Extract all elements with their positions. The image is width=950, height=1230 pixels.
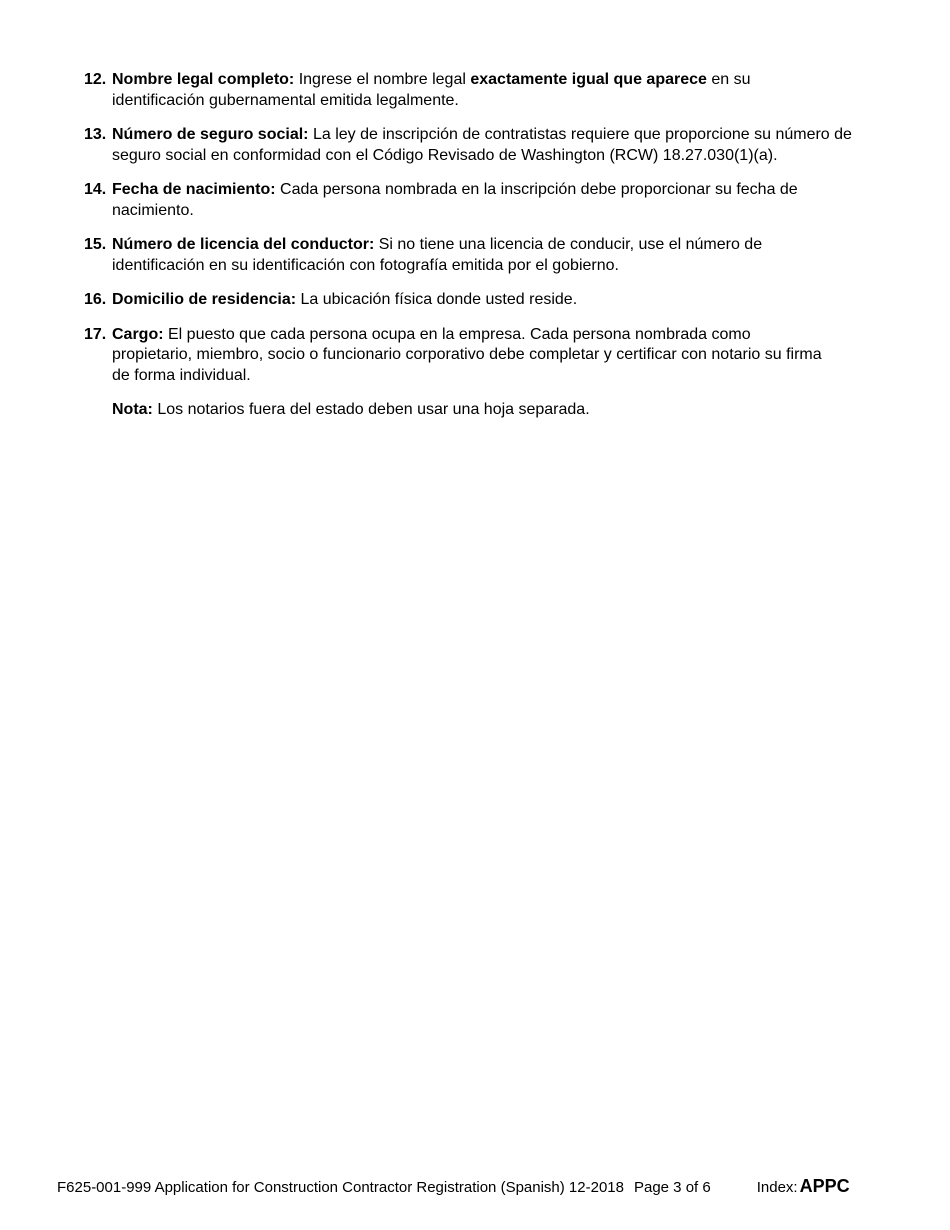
index-label: Index: — [756, 1179, 798, 1196]
list-item-12 — [84, 70, 894, 111]
item-number: 13. — [84, 126, 107, 143]
list-item-15 — [84, 235, 894, 276]
item-text: La ubicación física donde usted reside. — [296, 291, 578, 308]
item-text: Si no tiene una licencia de conducir, use el número de identificación en su identificación con fotografía emitida por el gobierno. — [112, 236, 763, 274]
item-number: 14. — [84, 181, 107, 198]
item-number: 15. — [84, 236, 107, 253]
list-item-14 — [84, 180, 894, 221]
instructions-list — [84, 70, 894, 421]
note-text: Los notarios fuera del estado deben usar una hoja separada. — [152, 401, 590, 418]
item-label: Nombre legal completo: — [112, 71, 295, 88]
list-item-17 — [84, 325, 894, 387]
item-label: Cargo: — [112, 325, 164, 343]
item-number: 16. — [84, 291, 107, 308]
item-number: 12. — [84, 71, 107, 88]
item-label: Domicilio de residencia: — [112, 291, 297, 308]
note — [112, 400, 894, 421]
item-text: Cada persona nombrada en la inscripción debe proporcionar su fecha de nacimiento. — [112, 181, 798, 219]
list-item-13 — [84, 125, 894, 166]
note-label: Nota: — [112, 401, 153, 418]
item-number: 17. — [84, 325, 107, 343]
item-label: Fecha de nacimiento: — [112, 181, 276, 198]
item-text: Ingrese el nombre legal — [294, 71, 471, 88]
item-text: en su identificación gubernamental emitida legalmente. — [112, 71, 751, 109]
page-footer — [57, 1174, 887, 1200]
form-id: F625-001-999 Application for Construction Contractor Registration (Spanish) 12-2018 — [57, 1179, 624, 1196]
item-label: Número de licencia del conductor: — [112, 236, 375, 253]
item-text: El puesto que cada persona ocupa en la empresa. Cada persona nombrada como propietario, miembro, socio o funcionario corporativo debe completar y certificar con notario su firma de forma individual. — [112, 325, 822, 384]
page-number: Page 3 of 6 — [633, 1179, 711, 1196]
item-emphasis: exactamente igual que aparece — [470, 71, 707, 88]
index-code: APPC — [799, 1176, 850, 1196]
item-text: La ley de inscripción de contratistas requiere que proporcione su número de seguro social en conformidad con el Código Revisado de Washington (RCW) 18.27.030(1)(a). — [112, 126, 852, 164]
item-label: Número de seguro social: — [112, 126, 309, 143]
list-item-16 — [84, 290, 894, 311]
